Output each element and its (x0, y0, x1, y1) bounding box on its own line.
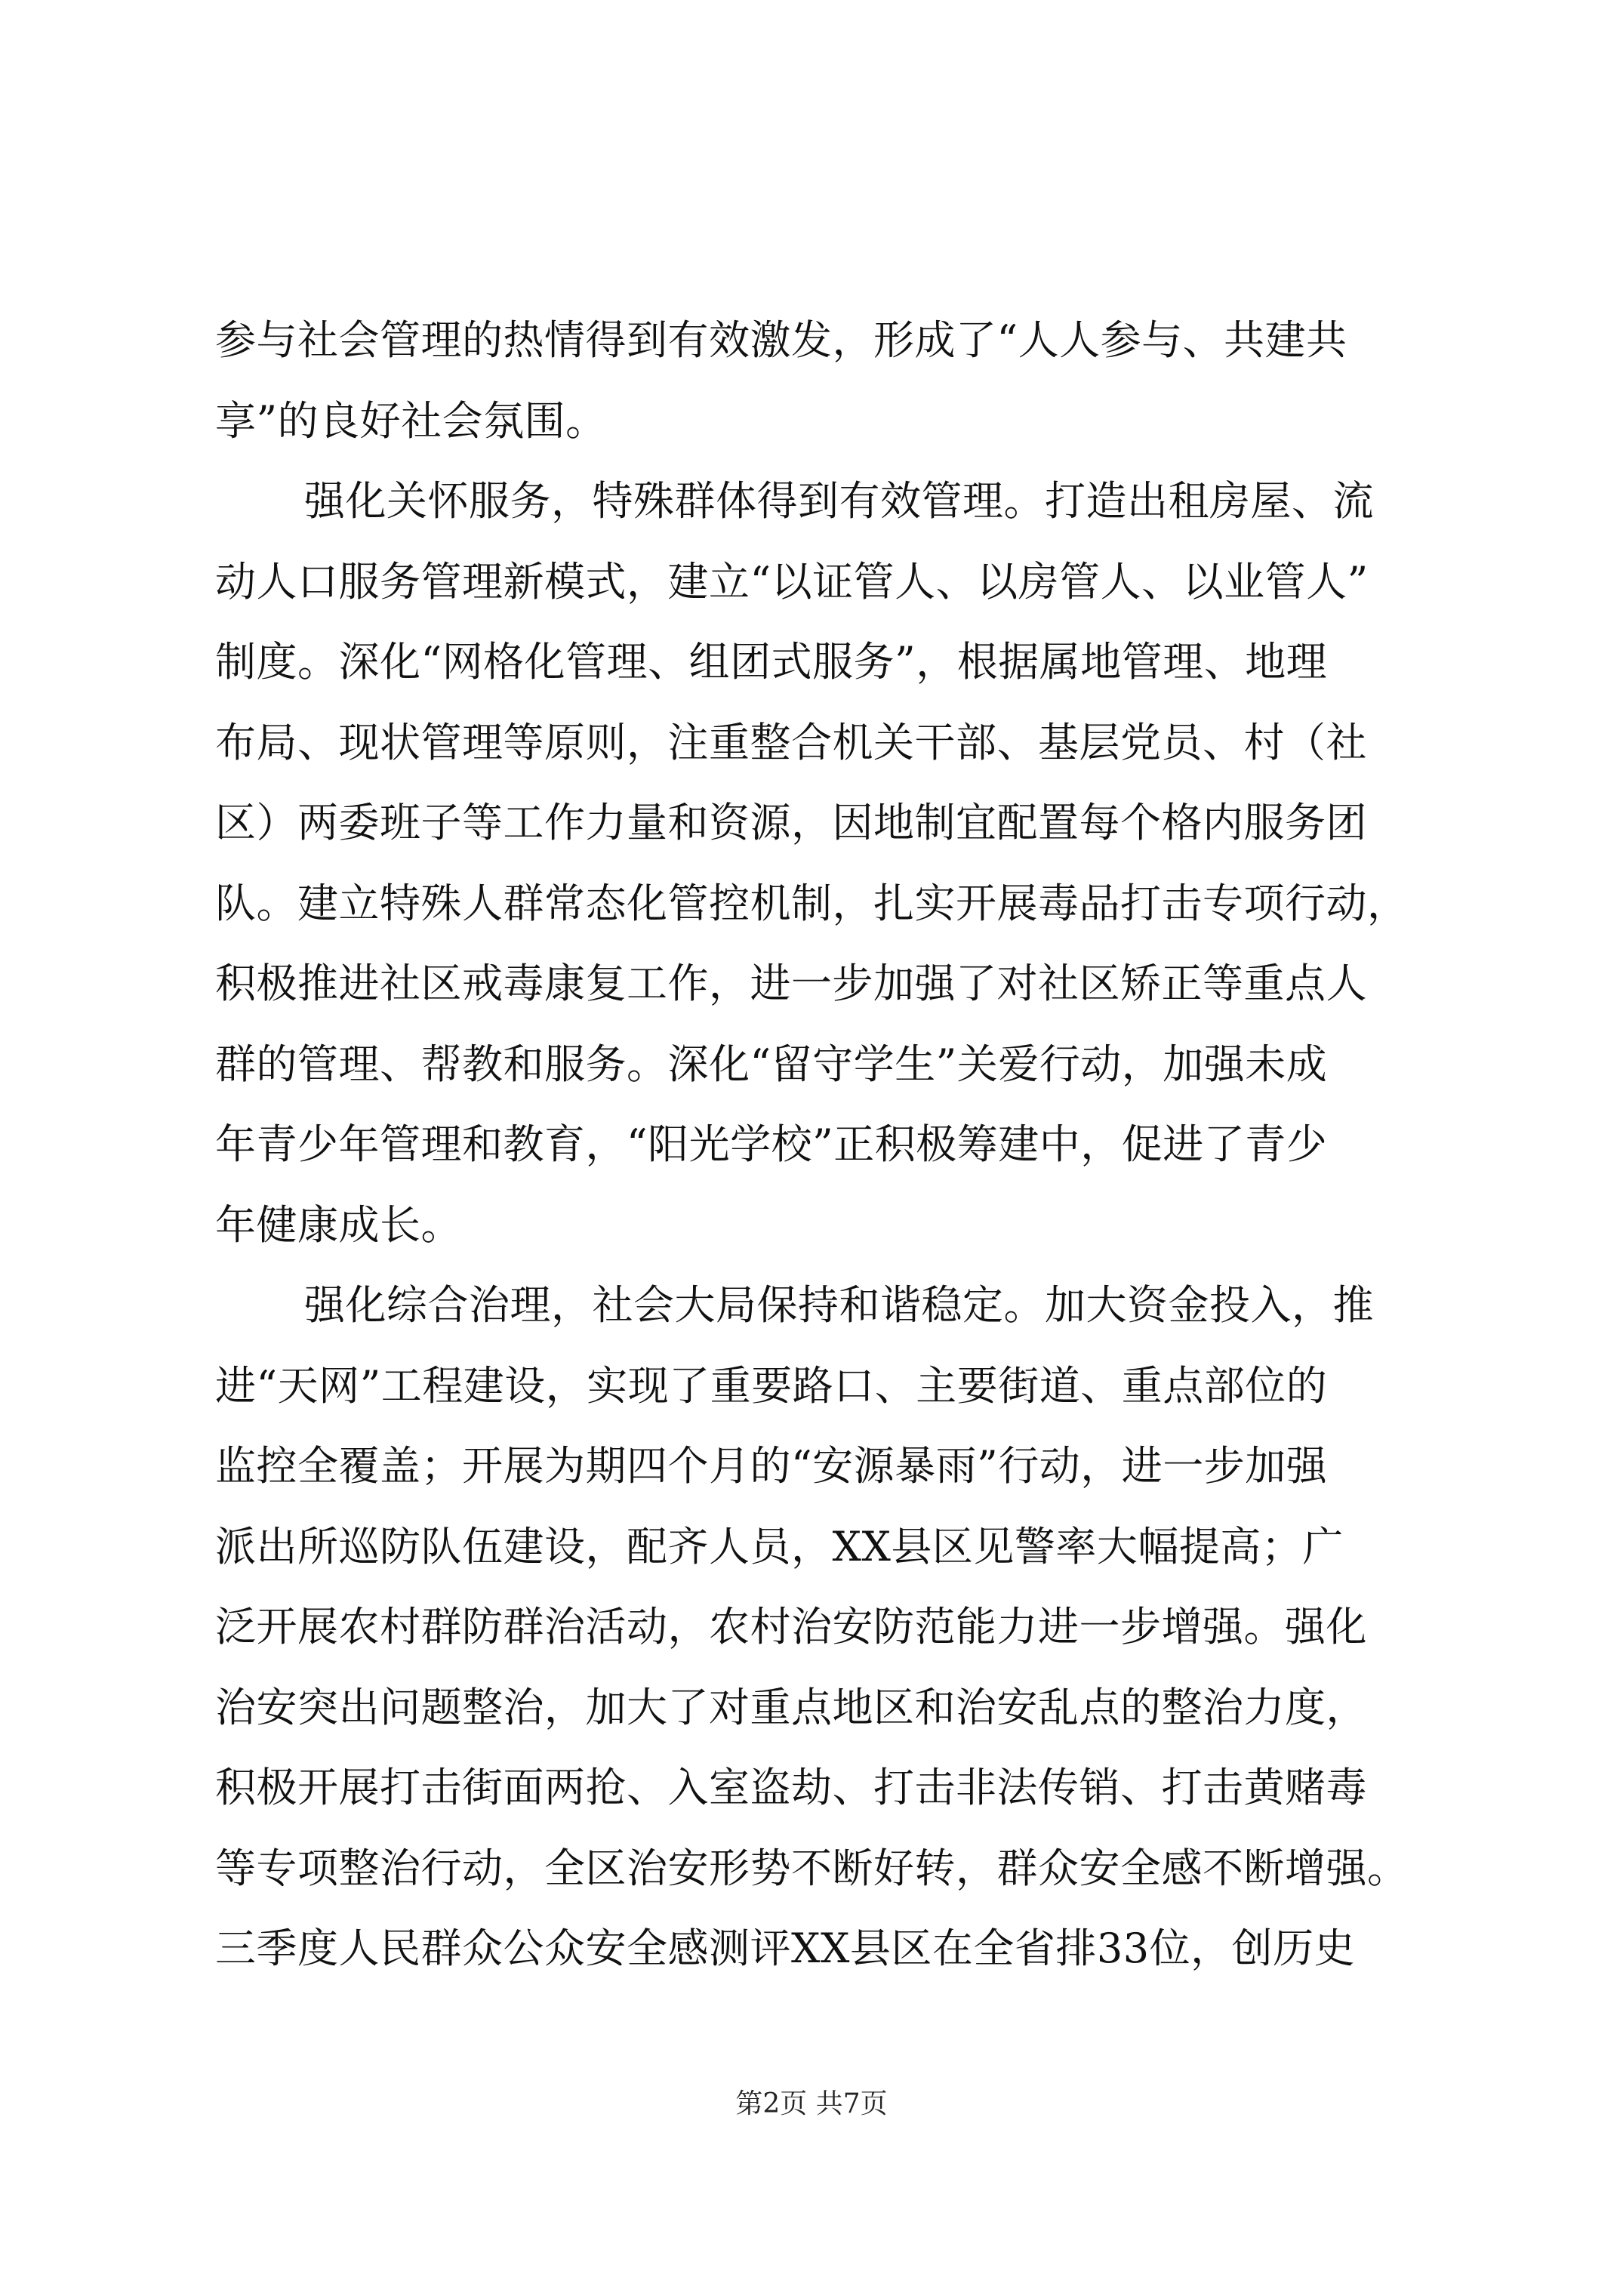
text-line: 布局、现状管理等原则，注重整合机关干部、基层党员、村（社 (215, 718, 1367, 766)
text-line: 制度。深化“网格化管理、组团式服务”，根据属地管理、地理 (215, 638, 1328, 686)
page-footer (0, 2085, 1623, 2123)
text-line: 参与社会管理的热情得到有效激发，形成了“人人参与、共建共 (215, 316, 1347, 364)
text-line: 监控全覆盖；开展为期四个月的“安源暴雨”行动，进一步加强 (215, 1442, 1328, 1490)
text-line: 队。建立特殊人群常态化管控机制，扎实开展毒品打击专项行动， (215, 879, 1409, 927)
text-line: 动人口服务管理新模式，建立“以证管人、以房管人、以业管人” (215, 557, 1369, 606)
text-line: 享”的良好社会氛围。 (215, 396, 607, 445)
text-line: 年青少年管理和教育，“阳光学校”正积极筹建中，促进了青少 (215, 1120, 1328, 1168)
page-number: 第2页 共7页 (735, 2088, 888, 2119)
text-line: 泛开展农村群防群治活动，农村治安防范能力进一步增强。强化 (215, 1603, 1367, 1650)
text-line: 年健康成长。 (215, 1200, 462, 1249)
text-line: 治安突出问题整治，加大了对重点地区和治安乱点的整治力度， (215, 1683, 1367, 1731)
paragraph-first-line: 强化关怀服务，特殊群体得到有效管理。打造出租房屋、流 (304, 477, 1374, 525)
text-line: 积极推进社区戒毒康复工作，进一步加强了对社区矫正等重点人 (215, 960, 1367, 1007)
text-line: 群的管理、帮教和服务。深化“留守学生”关爱行动，加强未成 (215, 1040, 1328, 1088)
text-line: 三季度人民群众公众安全感测评XX县区在全省排33位，创历史 (215, 1925, 1356, 1972)
text-line: 区）两委班子等工作力量和资源，因地制宜配置每个格内服务团 (215, 799, 1367, 846)
body-text (215, 300, 1415, 1989)
text-line: 积极开展打击街面两抢、入室盗劫、打击非法传销、打击黄赌毒 (215, 1764, 1367, 1811)
text-line: 等专项整治行动，全区治安形势不断好转，群众安全感不断增强。 (215, 1844, 1409, 1892)
text-line: 派出所巡防队伍建设，配齐人员，XX县区见警率大幅提高；广 (215, 1522, 1344, 1570)
text-line: 进“天网”工程建设，实现了重要路口、主要街道、重点部位的 (215, 1361, 1328, 1410)
paragraph-first-line: 强化综合治理，社会大局保持和谐稳定。加大资金投入，推 (304, 1281, 1374, 1329)
